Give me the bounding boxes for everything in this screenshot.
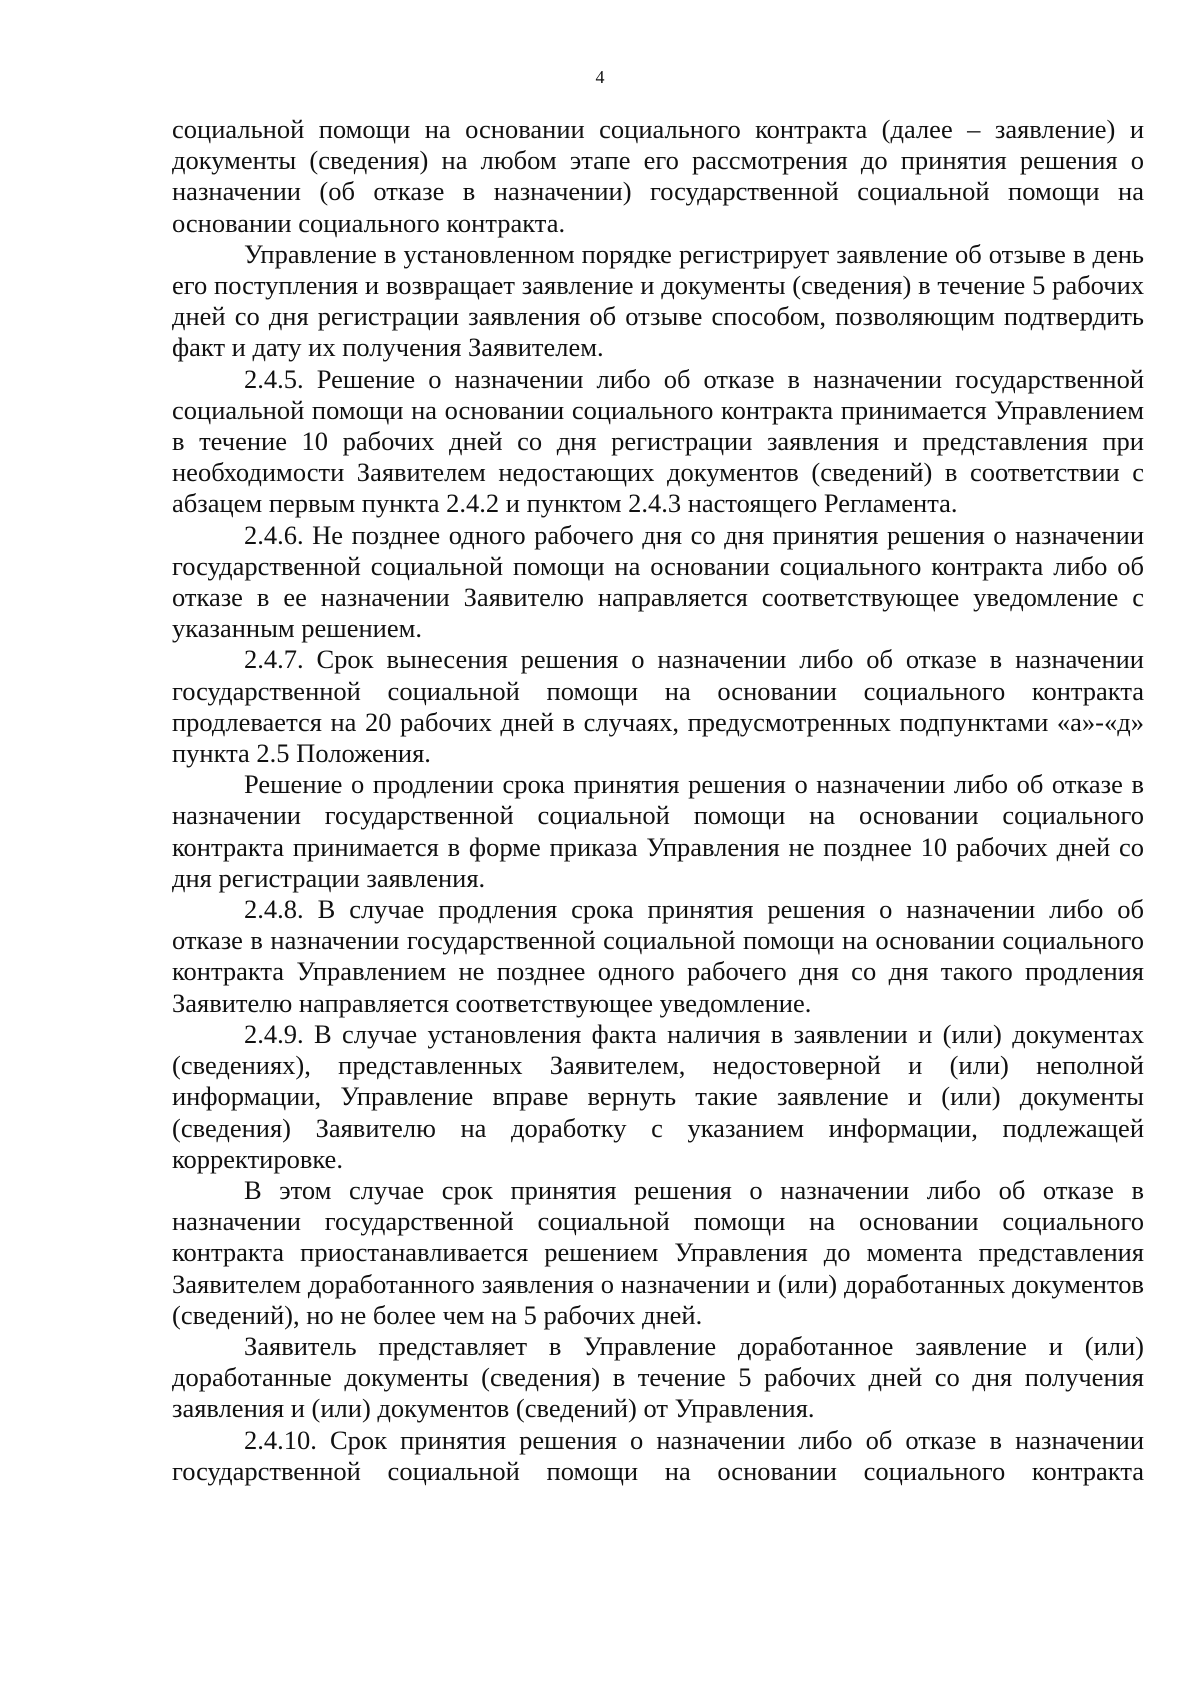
paragraph-extension-decision: Решение о продлении срока принятия решения о назначении либо об отказе в назначении государственной социальной помощи на основании социального контракта принимается в форме приказа Управления не позднее 10 рабочих дней со дня регистрации заявления. <box>172 769 1144 893</box>
paragraph-2-4-5: 2.4.5. Решение о назначении либо об отказе в назначении государственной социальной помощи на основании социального контракта принимается Управлением в течение 10 рабочих дней со дня регистрации заявления и представления при необходимости Заявителем недостающих документов (сведений) в соответствии с абзацем первым пункта 2.4.2 и пунктом 2.4.3 настоящего Регламента. <box>172 363 1144 519</box>
paragraph-2-4-10: 2.4.10. Срок принятия решения о назначении либо об отказе в назначении государственной социальной помощи на основании социального контракта <box>172 1424 1144 1486</box>
paragraph-continuation: социальной помощи на основании социального контракта (далее – заявление) и документы (сведения) на любом этапе его рассмотрения до принятия решения о назначении (об отказе в назначении) государственной социальной помощи на основании социального контракта. <box>172 114 1144 238</box>
paragraph-2-4-7: 2.4.7. Срок вынесения решения о назначении либо об отказе в назначении государственной социальной помощи на основании социального контракта продлевается на 20 рабочих дней в случаях, предусмотренных подпунктами «а»-«д» пункта 2.5 Положения. <box>172 644 1144 769</box>
paragraph-2-4-9: 2.4.9. В случае установления факта наличия в заявлении и (или) документах (сведениях), представленных Заявителем, недостоверной и (или) неполной информации, Управление вправе вернуть такие заявление и (или) документы (сведения) Заявителю на доработку с указанием информации, подлежащей корректировке. <box>172 1018 1144 1174</box>
document-body <box>172 114 1144 1487</box>
page-number: 4 <box>595 67 605 87</box>
paragraph-withdrawal-registration: Управление в установленном порядке регистрирует заявление об отзыве в день его поступления и возвращает заявление и документы (сведения) в течение 5 рабочих дней со дня регистрации заявления об отзыве способом, позволяющим подтвердить факт и дату их получения Заявителем. <box>172 238 1144 363</box>
paragraph-revised-submission: Заявитель представляет в Управление доработанное заявление и (или) доработанные документы (сведения) в течение 5 рабочих дней со дня получения заявления и (или) документов (сведений) от Управления. <box>172 1330 1144 1424</box>
paragraph-suspension: В этом случае срок принятия решения о назначении либо об отказе в назначении государственной социальной помощи на основании социального контракта приостанавливается решением Управления до момента представления Заявителем доработанного заявления о назначении и (или) доработанных документов (сведений), но не более чем на 5 рабочих дней. <box>172 1174 1144 1330</box>
paragraph-2-4-8: 2.4.8. В случае продления срока принятия решения о назначении либо об отказе в назначении государственной социальной помощи на основании социального контракта Управлением не позднее одного рабочего дня со дня такого продления Заявителю направляется соответствующее уведомление. <box>172 894 1144 1018</box>
paragraph-2-4-6: 2.4.6. Не позднее одного рабочего дня со дня принятия решения о назначении государственной социальной помощи на основании социального контракта либо об отказе в ее назначении Заявителю направляется соответствующее уведомление с указанным решением. <box>172 519 1144 644</box>
